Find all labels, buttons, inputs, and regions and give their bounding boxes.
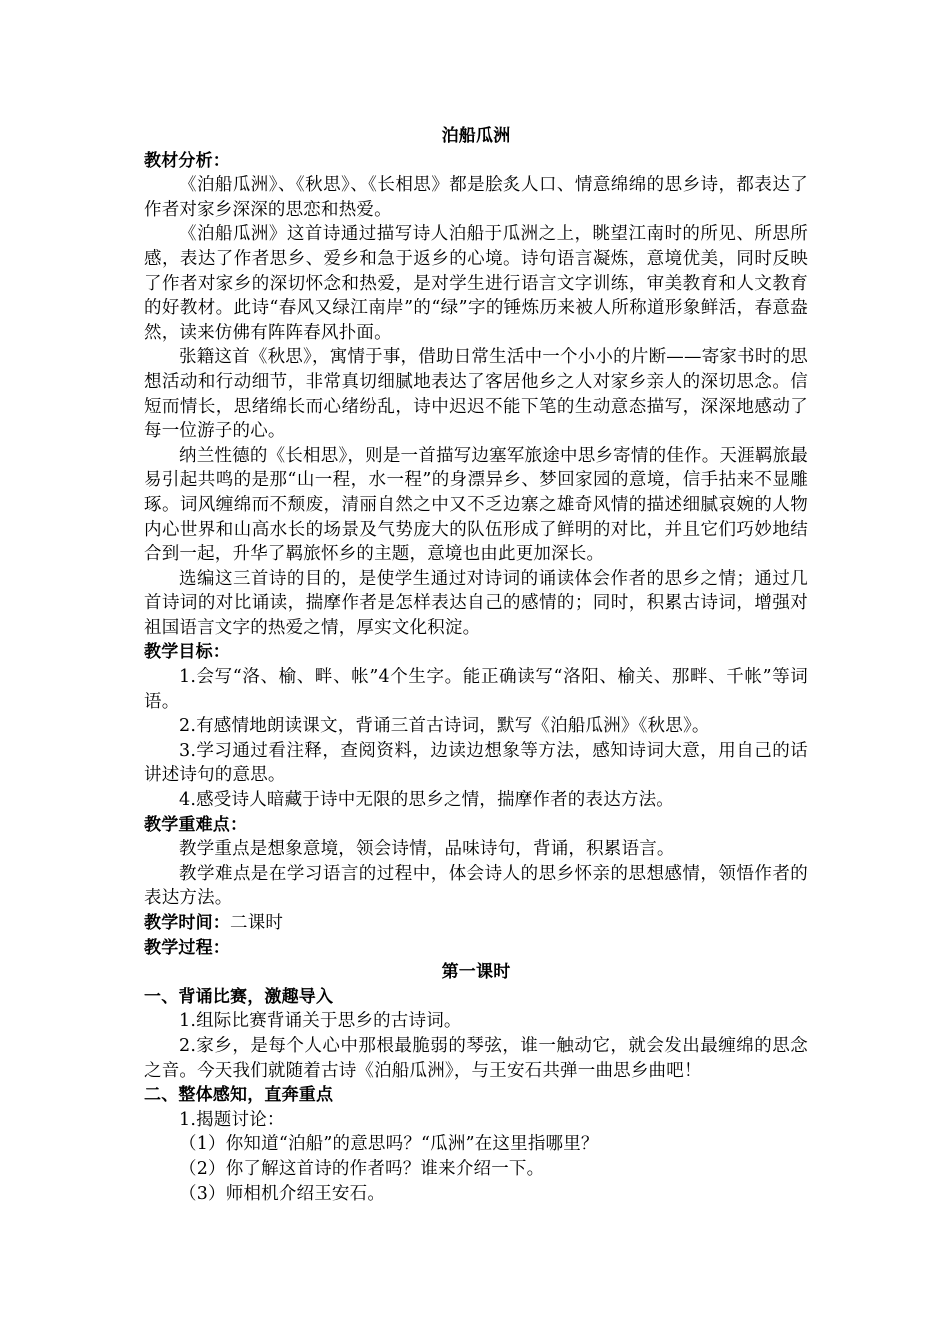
goal-item: 4.感受诗人暗藏于诗中无限的思乡之情，揣摩作者的表达方法。: [179, 790, 674, 811]
goals-heading: 教学目标：: [144, 642, 230, 663]
document-page: [144, 124, 808, 1206]
analysis-heading: 教材分析：: [144, 150, 230, 171]
process-heading: 教学过程：: [144, 937, 230, 958]
goal-item: 2.有感情地朗读课文，背诵三首古诗词，默写《泊船瓜洲》《秋思》。: [179, 716, 710, 737]
key-point-paragraph: 教学重点是想象意境，领会诗情，品味诗句，背诵，积累语言。: [179, 839, 675, 860]
part1-paragraph: 2.家乡，是每个人心中那根最脆弱的琴弦，谁一触动它，就会发出最缠绵的思念之音。今天我们就随着古诗《泊船瓜洲》，与王安石共弹一曲思乡曲吧！: [144, 1035, 808, 1081]
part1-paragraph: 1.组际比赛背诵关于思乡的古诗词。: [179, 1011, 462, 1032]
analysis-paragraph: 选编这三首诗的目的，是使学生通过对诗词的诵读体会作者的思乡之情；通过几首诗词的对比诵读，揣摩作者是怎样表达自己的感情的；同时，积累古诗词，增强对祖国语言文字的热爱之情，厚实文化积淀。: [144, 568, 808, 638]
part1-heading: 一、背诵比赛，激趣导入: [144, 986, 334, 1007]
lesson-title: 第一课时: [441, 962, 511, 983]
part2-paragraph: 1.揭题讨论：: [179, 1109, 285, 1130]
analysis-paragraph: 《泊船瓜洲》这首诗通过描写诗人泊船于瓜洲之上，眺望江南时的所见、所思所感，表达了作者思乡、爱乡和急于返乡的心境。诗句语言凝炼，意境优美，同时反映了作者对家乡的深切怀念和热爱，是对学生进行语言文字训练，审美教育和人文教育的好教材。此诗“春风又绿江南岸”的“绿”字的锤炼历来被人所称道形象鲜活，春意盎然，读来仿佛有阵阵春风扑面。: [144, 224, 808, 343]
time-heading: 教学时间：: [144, 913, 230, 933]
goal-item: 1.会写“洛、榆、畔、帐”4个生字。能正确读写“洛阳、榆关、那畔、千帐”等词语。: [144, 667, 808, 712]
document-title: 泊船瓜洲: [441, 126, 511, 146]
part2-paragraph: （3）师相机介绍王安石。: [179, 1183, 386, 1204]
teaching-time-line: [144, 911, 808, 936]
part2-paragraph: （2）你了解这首诗的作者吗？谁来介绍一下。: [179, 1158, 545, 1179]
analysis-paragraph: 《泊船瓜洲》、《秋思》、《长相思》都是脍炙人口、情意绵绵的思乡诗，都表达了作者对家乡深深的思恋和热爱。: [144, 175, 808, 220]
key-points-heading: 教学重难点：: [144, 814, 248, 835]
part2-paragraph: （1）你知道“泊船”的意思吗？“瓜洲”在这里指哪里？: [179, 1134, 599, 1155]
analysis-paragraph: 纳兰性德的《长相思》，则是一首描写边塞军旅途中思乡寄情的佳作。天涯羁旅最易引起共鸣的是那“山一程，水一程”的身漂异乡、梦回家园的意境，信手拈来不显雕琢。词风缠绵而不颓废，清丽自然之中又不乏边寨之雄奇风情的描述细腻哀婉的人物内心世界和山高水长的场景及气势庞大的队伍形成了鲜明的对比，并且它们巧妙地结合到一起，升华了羁旅怀乡的主题，意境也由此更加深长。: [144, 445, 808, 565]
time-value: 二课时: [230, 913, 284, 933]
goal-item: 3.学习通过看注释，查阅资料，边读边想象等方法，感知诗词大意，用自己的话讲述诗句的意思。: [144, 740, 808, 786]
key-point-paragraph: 教学难点是在学习语言的过程中，体会诗人的思乡怀亲的思想感情，领悟作者的表达方法。: [144, 863, 808, 909]
analysis-paragraph: 张籍这首《秋思》，寓情于事，借助日常生活中一个小小的片断——寄家书时的思想活动和行动细节，非常真切细腻地表达了客居他乡之人对家乡亲人的深切思念。信短而情长，思绪绵长而心绪纷乱，诗中迟迟不能下笔的生动意态描写，深深地感动了每一位游子的心。: [144, 347, 808, 442]
part2-heading: 二、整体感知，直奔重点: [144, 1085, 334, 1106]
